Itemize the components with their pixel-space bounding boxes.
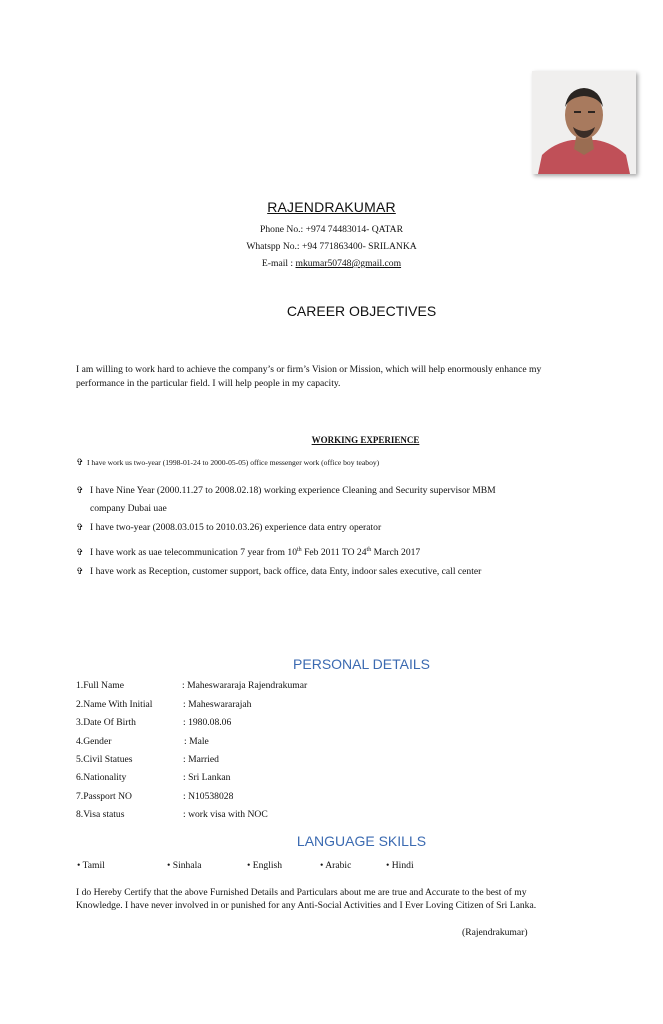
profile-photo	[532, 71, 636, 174]
detail-value: : Maheswararajah	[183, 699, 252, 710]
cross-bullet-icon: ✞	[76, 485, 84, 495]
detail-value: : Maheswararaja Rajendrakumar	[182, 680, 308, 691]
detail-value: : Male	[184, 736, 209, 747]
language-item: • Arabic	[320, 860, 352, 871]
experience-item: ✞ I have work as uae telecommunication 7 year from 10th Feb 2011 TO 24th March 2017	[76, 547, 421, 559]
personal-details-heading: PERSONAL DETAILS	[293, 656, 430, 672]
email-line	[0, 258, 663, 269]
detail-label: 5.Civil Statues	[76, 754, 133, 765]
whatsapp-number: Whatspp No.: +94 771863400- SRILANKA	[246, 241, 417, 252]
cross-bullet-icon: ✞	[76, 566, 84, 576]
experience-item: ✞ I have work us two-year (1998-01-24 to 2000-05-05) office messenger work (office boy teaboy)	[76, 457, 380, 467]
career-objectives-heading: CAREER OBJECTIVES	[286, 303, 437, 319]
detail-label: 6.Nationality	[76, 772, 127, 783]
certification-statement: I do Hereby Certify that the above Furnished Details and Particulars about me are true and Accurate to the best of my Knowledge. I have never involved in or punished for any Anti-Social Activities and I Ever Loving Citizen of Sri Lanka.	[76, 887, 537, 911]
person-portrait-icon	[532, 71, 636, 174]
detail-value: : work visa with NOC	[183, 809, 268, 820]
language-item: • English	[247, 860, 283, 871]
experience-item-continued: company Dubai uae	[90, 503, 167, 514]
experience-item: ✞ I have two-year (2008.03.015 to 2010.03.26) experience data entry operator	[76, 522, 382, 533]
cross-bullet-icon: ✞	[76, 457, 84, 467]
signature-name: (Rajendrakumar)	[462, 927, 528, 938]
email-label: E-mail :	[261, 258, 296, 269]
detail-label: 2.Name With Initial	[76, 699, 153, 710]
experience-item: ✞ I have Nine Year (2000.11.27 to 2008.02.18) working experience Cleaning and Security supervisor MBM	[76, 485, 496, 496]
cross-bullet-icon: ✞	[76, 547, 84, 558]
detail-value: : 1980.08.06	[183, 717, 232, 728]
detail-value: : Sri Lankan	[183, 772, 231, 783]
detail-value: : Married	[183, 754, 219, 765]
detail-label: 7.Passport NO	[76, 791, 132, 802]
experience-item: ✞ I have work as Reception, customer support, back office, data Enty, indoor sales executive, call center	[76, 566, 482, 577]
phone-number: Phone No.: +974 74483014- QATAR	[260, 224, 403, 235]
detail-label: 1.Full Name	[76, 680, 124, 691]
applicant-name: RAJENDRAKUMAR	[267, 199, 396, 215]
detail-label: 8.Visa status	[76, 809, 125, 820]
language-list	[0, 860, 663, 874]
career-objectives-text: I am willing to work hard to achieve the company’s or firm’s Vision or Mission, which will help enormously enhance my performance in the particular field. I will help people in my capacity.	[76, 364, 542, 389]
detail-label: 4.Gender	[76, 736, 112, 747]
language-item: • Tamil	[77, 860, 105, 871]
language-item: • Sinhala	[167, 860, 202, 871]
email-link[interactable]: mkumar50748@gmail.com	[295, 258, 402, 269]
language-skills-heading: LANGUAGE SKILLS	[296, 833, 427, 849]
language-item: • Hindi	[386, 860, 414, 871]
cross-bullet-icon: ✞	[76, 522, 84, 532]
working-experience-heading: WORKING EXPERIENCE	[311, 435, 420, 445]
detail-label: 3.Date Of Birth	[76, 717, 136, 728]
detail-value: : N10538028	[183, 791, 234, 802]
